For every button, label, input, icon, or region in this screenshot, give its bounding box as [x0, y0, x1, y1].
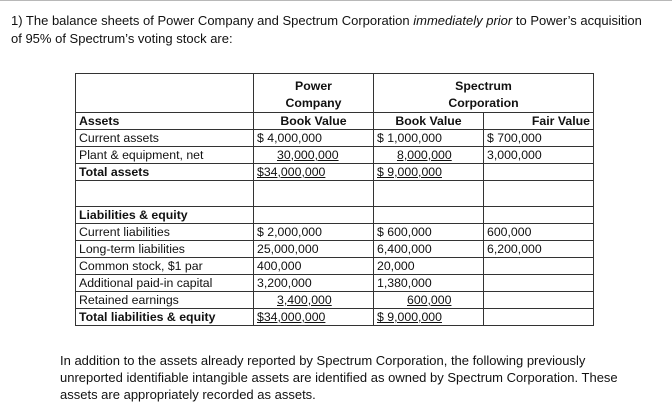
spectrum-book-value-heading: Book Value — [374, 113, 484, 130]
spectrum-fair-value: 600,000 — [484, 224, 594, 241]
table-row — [76, 130, 594, 147]
row-label: Common stock, $1 par — [76, 258, 254, 275]
empty-cell — [374, 207, 484, 224]
table-row — [76, 224, 594, 241]
spectrum-fair-value-heading: Fair Value — [484, 113, 594, 130]
balance-sheet-table — [75, 73, 594, 326]
power-value — [254, 309, 374, 326]
power-value — [254, 164, 374, 181]
power-value: 400,000 — [254, 258, 374, 275]
header-power — [254, 74, 374, 113]
spectrum-book-value — [374, 164, 484, 181]
spectrum-book-value — [374, 292, 484, 309]
header-row-entities — [76, 74, 594, 113]
table-row — [76, 147, 594, 164]
spectrum-book-value: $ 600,000 — [374, 224, 484, 241]
table-row — [76, 207, 594, 224]
row-label: Total assets — [76, 164, 254, 181]
spectrum-fair-value — [484, 164, 594, 181]
row-label: Plant & equipment, net — [76, 147, 254, 164]
spacer-cell — [254, 181, 374, 207]
row-label: Total liabilities & equity — [76, 309, 254, 326]
header-power-line1: Power — [295, 79, 332, 93]
intro-text-1: 1) The balance sheets of Power Company and Spectrum Corporation — [11, 13, 414, 28]
liabilities-heading: Liabilities & equity — [76, 207, 254, 224]
spectrum-book-value — [374, 309, 484, 326]
spectrum-book-value: 6,400,000 — [374, 241, 484, 258]
row-label: Long-term liabilities — [76, 241, 254, 258]
power-value: 25,000,000 — [254, 241, 374, 258]
power-total-text: $34,000,000 — [257, 165, 326, 179]
spacer-row — [76, 181, 594, 207]
spectrum-total-text: $ 9,000,000 — [377, 165, 442, 179]
power-book-value-heading: Book Value — [254, 113, 374, 130]
problem-intro — [11, 12, 651, 48]
header-spectrum — [374, 74, 594, 113]
empty-cell — [484, 207, 594, 224]
table-row — [76, 258, 594, 275]
table-row — [76, 164, 594, 181]
spectrum-total-text: $ 9,000,000 — [377, 310, 442, 324]
header-power-line2: Company — [285, 96, 342, 110]
power-value-text: 30,000,000 — [277, 148, 339, 162]
intro-text-2: to Power’s acquisition of 95% of Spectrum’s voting stock are: — [11, 13, 642, 46]
table-row — [76, 275, 594, 292]
table-row — [76, 292, 594, 309]
power-value: $ 4,000,000 — [254, 130, 374, 147]
power-value-text: 3,400,000 — [277, 293, 332, 307]
row-label: Current liabilities — [76, 224, 254, 241]
assets-heading: Assets — [76, 113, 254, 130]
spacer-cell — [76, 181, 254, 207]
spectrum-fair-value — [484, 258, 594, 275]
spectrum-fair-value — [484, 275, 594, 292]
spectrum-book-value — [374, 147, 484, 164]
spacer-cell — [374, 181, 484, 207]
spectrum-fair-value: 6,200,000 — [484, 241, 594, 258]
intangibles-paragraph: In addition to the assets already reported by Spectrum Corporation, the following previously unreported identifiable intangible assets are identified as owned by Spectrum Corporation. These assets are appropriately recorded as assets. — [60, 353, 618, 402]
spectrum-fair-value: $ 700,000 — [484, 130, 594, 147]
spectrum-book-value-text: 600,000 — [407, 293, 452, 307]
power-value: $ 2,000,000 — [254, 224, 374, 241]
spacer-cell — [484, 181, 594, 207]
header-row-columns — [76, 113, 594, 130]
power-value — [254, 292, 374, 309]
row-label: Additional paid-in capital — [76, 275, 254, 292]
header-blank-cell — [76, 74, 254, 113]
power-value: 3,200,000 — [254, 275, 374, 292]
intro-emphasis: immediately prior — [413, 13, 513, 28]
header-spectrum-line2: Corporation — [448, 96, 519, 110]
spectrum-fair-value: 3,000,000 — [484, 147, 594, 164]
spectrum-book-value: 1,380,000 — [374, 275, 484, 292]
table-row — [76, 309, 594, 326]
header-spectrum-line1: Spectrum — [455, 79, 512, 93]
spectrum-book-value-text: 8,000,000 — [397, 148, 452, 162]
power-total-text: $34,000,000 — [257, 310, 326, 324]
spectrum-book-value: $ 1,000,000 — [374, 130, 484, 147]
power-value — [254, 147, 374, 164]
row-label: Retained earnings — [76, 292, 254, 309]
table-row — [76, 241, 594, 258]
row-label: Current assets — [76, 130, 254, 147]
empty-cell — [254, 207, 374, 224]
spectrum-fair-value — [484, 292, 594, 309]
top-divider — [0, 0, 672, 1]
spectrum-book-value: 20,000 — [374, 258, 484, 275]
spectrum-fair-value — [484, 309, 594, 326]
